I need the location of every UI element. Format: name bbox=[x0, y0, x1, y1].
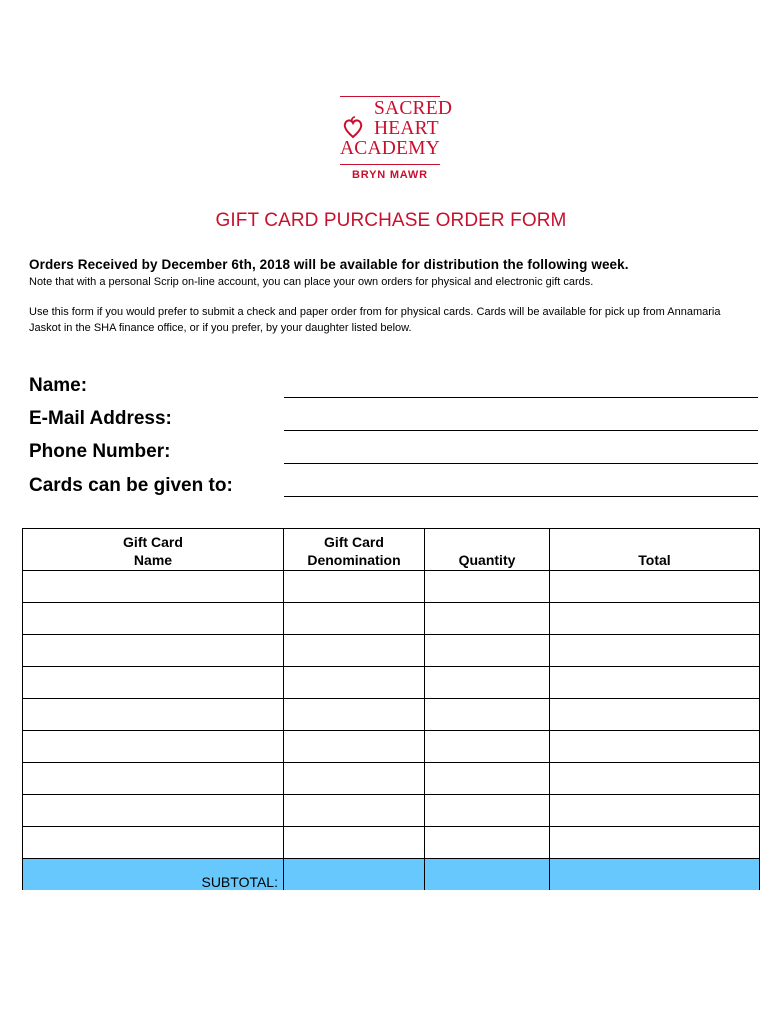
total-cell[interactable] bbox=[550, 827, 760, 859]
header-line: Gift Card bbox=[324, 534, 384, 550]
header-line: Name bbox=[133, 552, 173, 568]
recipient-label: Cards can be given to: bbox=[29, 475, 233, 496]
gift-card-name-cell[interactable] bbox=[23, 827, 284, 859]
table-row bbox=[23, 667, 760, 699]
header-line: Quantity bbox=[458, 552, 516, 568]
total-cell[interactable] bbox=[550, 635, 760, 667]
gift-card-name-cell[interactable] bbox=[23, 603, 284, 635]
quantity-cell[interactable] bbox=[425, 603, 550, 635]
scrip-note: Note that with a personal Scrip on-line account, you can place your own orders for physical and electronic gift cards. bbox=[29, 276, 594, 288]
denomination-cell[interactable] bbox=[284, 827, 425, 859]
quantity-cell[interactable] bbox=[425, 763, 550, 795]
gift-card-name-cell[interactable] bbox=[23, 571, 284, 603]
logo-top-rule bbox=[340, 96, 440, 97]
logo-bottom-rule bbox=[340, 164, 440, 165]
instructions-paragraph: Use this form if you would prefer to submit a check and paper order from for physical cards. Cards will be available for pick up from Annamaria Jaskot in the SHA finance office, or if you prefer, by your daughter listed below. bbox=[29, 306, 721, 334]
subtotal-quantity-cell[interactable] bbox=[425, 859, 550, 891]
recipient-field[interactable] bbox=[284, 496, 758, 497]
denomination-cell[interactable] bbox=[284, 763, 425, 795]
header-line: Gift Card bbox=[123, 534, 183, 550]
total-cell[interactable] bbox=[550, 571, 760, 603]
gift-card-name-cell[interactable] bbox=[23, 763, 284, 795]
academy-logo bbox=[338, 93, 453, 185]
gift-card-name-cell[interactable] bbox=[23, 635, 284, 667]
table-row bbox=[23, 763, 760, 795]
gift-card-name-cell[interactable] bbox=[23, 667, 284, 699]
table-row bbox=[23, 699, 760, 731]
header-line: Denomination bbox=[307, 552, 401, 568]
form-title: GIFT CARD PURCHASE ORDER FORM bbox=[215, 210, 567, 231]
gift-card-name-cell[interactable] bbox=[23, 699, 284, 731]
header-gift-card-name bbox=[23, 529, 284, 571]
total-cell[interactable] bbox=[550, 763, 760, 795]
quantity-cell[interactable] bbox=[425, 667, 550, 699]
quantity-cell[interactable] bbox=[425, 731, 550, 763]
quantity-cell[interactable] bbox=[425, 699, 550, 731]
denomination-cell[interactable] bbox=[284, 699, 425, 731]
email-field[interactable] bbox=[284, 430, 758, 431]
total-cell[interactable] bbox=[550, 699, 760, 731]
table-row bbox=[23, 795, 760, 827]
quantity-cell[interactable] bbox=[425, 827, 550, 859]
phone-label: Phone Number: bbox=[29, 441, 171, 462]
order-table bbox=[22, 528, 760, 890]
gift-card-name-cell[interactable] bbox=[23, 731, 284, 763]
denomination-cell[interactable] bbox=[284, 635, 425, 667]
quantity-cell[interactable] bbox=[425, 635, 550, 667]
denomination-cell[interactable] bbox=[284, 731, 425, 763]
denomination-cell[interactable] bbox=[284, 571, 425, 603]
total-cell[interactable] bbox=[550, 667, 760, 699]
table-header-row bbox=[23, 529, 760, 571]
table-row bbox=[23, 571, 760, 603]
heart-icon bbox=[342, 116, 364, 140]
table-row bbox=[23, 827, 760, 859]
email-label: E-Mail Address: bbox=[29, 408, 172, 429]
deadline-notice: Orders Received by December 6th, 2018 will be available for distribution the following week. bbox=[29, 257, 629, 272]
subtotal-denomination-cell[interactable] bbox=[284, 859, 425, 891]
name-field[interactable] bbox=[284, 397, 758, 398]
total-cell[interactable] bbox=[550, 603, 760, 635]
header-total bbox=[550, 529, 760, 571]
logo-word-academy: ACADEMY bbox=[340, 138, 440, 159]
header-denomination bbox=[284, 529, 425, 571]
subtotal-row bbox=[23, 859, 760, 891]
logo-subline: BRYN MAWR bbox=[352, 169, 428, 181]
order-rows bbox=[23, 571, 760, 891]
header-quantity bbox=[425, 529, 550, 571]
subtotal-label: SUBTOTAL: bbox=[23, 859, 284, 891]
table-row bbox=[23, 731, 760, 763]
table-row bbox=[23, 603, 760, 635]
phone-field[interactable] bbox=[284, 463, 758, 464]
denomination-cell[interactable] bbox=[284, 795, 425, 827]
gift-card-name-cell[interactable] bbox=[23, 795, 284, 827]
denomination-cell[interactable] bbox=[284, 603, 425, 635]
quantity-cell[interactable] bbox=[425, 571, 550, 603]
name-label: Name: bbox=[29, 375, 88, 396]
logo-word-heart: HEART bbox=[374, 118, 439, 139]
total-cell[interactable] bbox=[550, 731, 760, 763]
quantity-cell[interactable] bbox=[425, 795, 550, 827]
logo-word-sacred: SACRED bbox=[374, 98, 453, 119]
total-cell[interactable] bbox=[550, 795, 760, 827]
subtotal-total-cell[interactable] bbox=[550, 859, 760, 891]
table-row bbox=[23, 635, 760, 667]
denomination-cell[interactable] bbox=[284, 667, 425, 699]
header-line: Total bbox=[638, 552, 671, 568]
